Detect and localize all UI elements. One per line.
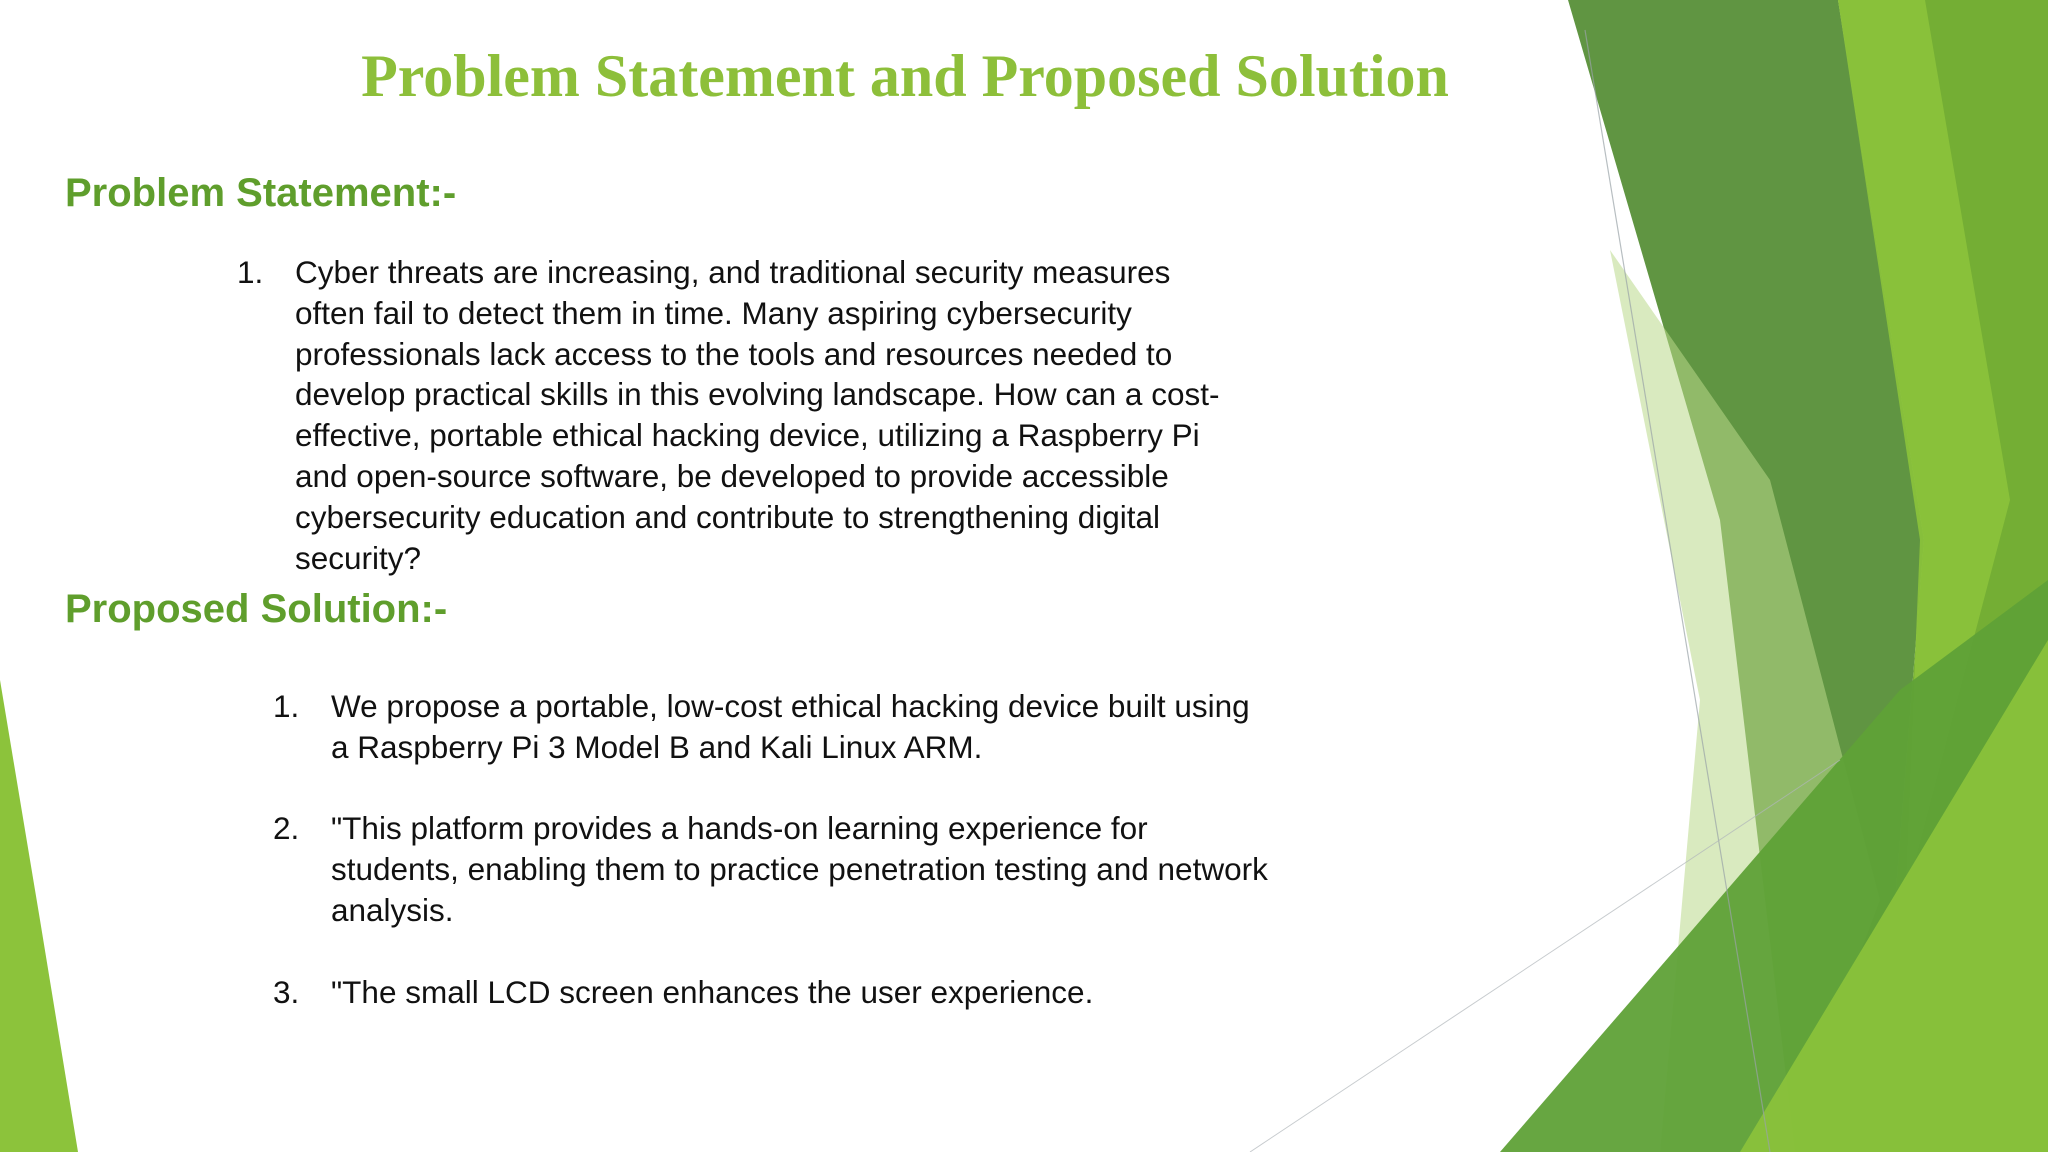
proposed-solution-heading: Proposed Solution:- — [65, 587, 448, 631]
list-item-text: "This platform provides a hands-on learning experience for students, enabling them to practice penetration testing and network analysis. — [331, 810, 1268, 928]
list-item-number: 1. — [273, 688, 300, 724]
problem-statement-heading: Problem Statement:- — [65, 171, 457, 215]
list-item — [273, 686, 1273, 768]
slide-title: Problem Statement and Proposed Solution — [361, 43, 1449, 109]
list-item — [237, 252, 1247, 578]
list-item-number: 3. — [273, 973, 300, 1010]
list-item-text: "The small LCD screen enhances the user experience. — [331, 973, 1094, 1010]
proposed-solution-list — [273, 686, 1273, 1012]
list-item-text: We propose a portable, low-cost ethical hacking device built using a Raspberry Pi 3 Model B and Kali Linux ARM. — [331, 688, 1250, 765]
list-item-text: Cyber threats are increasing, and traditional security measures often fail to detect them in time. Many aspiring cybersecurity professionals lack access to the tools and resources needed to develop practical skills in this evolving landscape. How can a cost-effective, portable ethical hacking device, utilizing a Raspberry Pi and open-source software, be developed to provide accessible cybersecurity education and contribute to strengthening digital security? — [295, 254, 1220, 576]
list-item-number: 1. — [237, 254, 264, 290]
list-item — [273, 972, 1273, 1013]
list-item — [273, 808, 1273, 930]
list-item-number: 2. — [273, 810, 300, 847]
problem-statement-list — [237, 252, 1247, 578]
deco-left-green-sliver — [0, 680, 78, 1152]
